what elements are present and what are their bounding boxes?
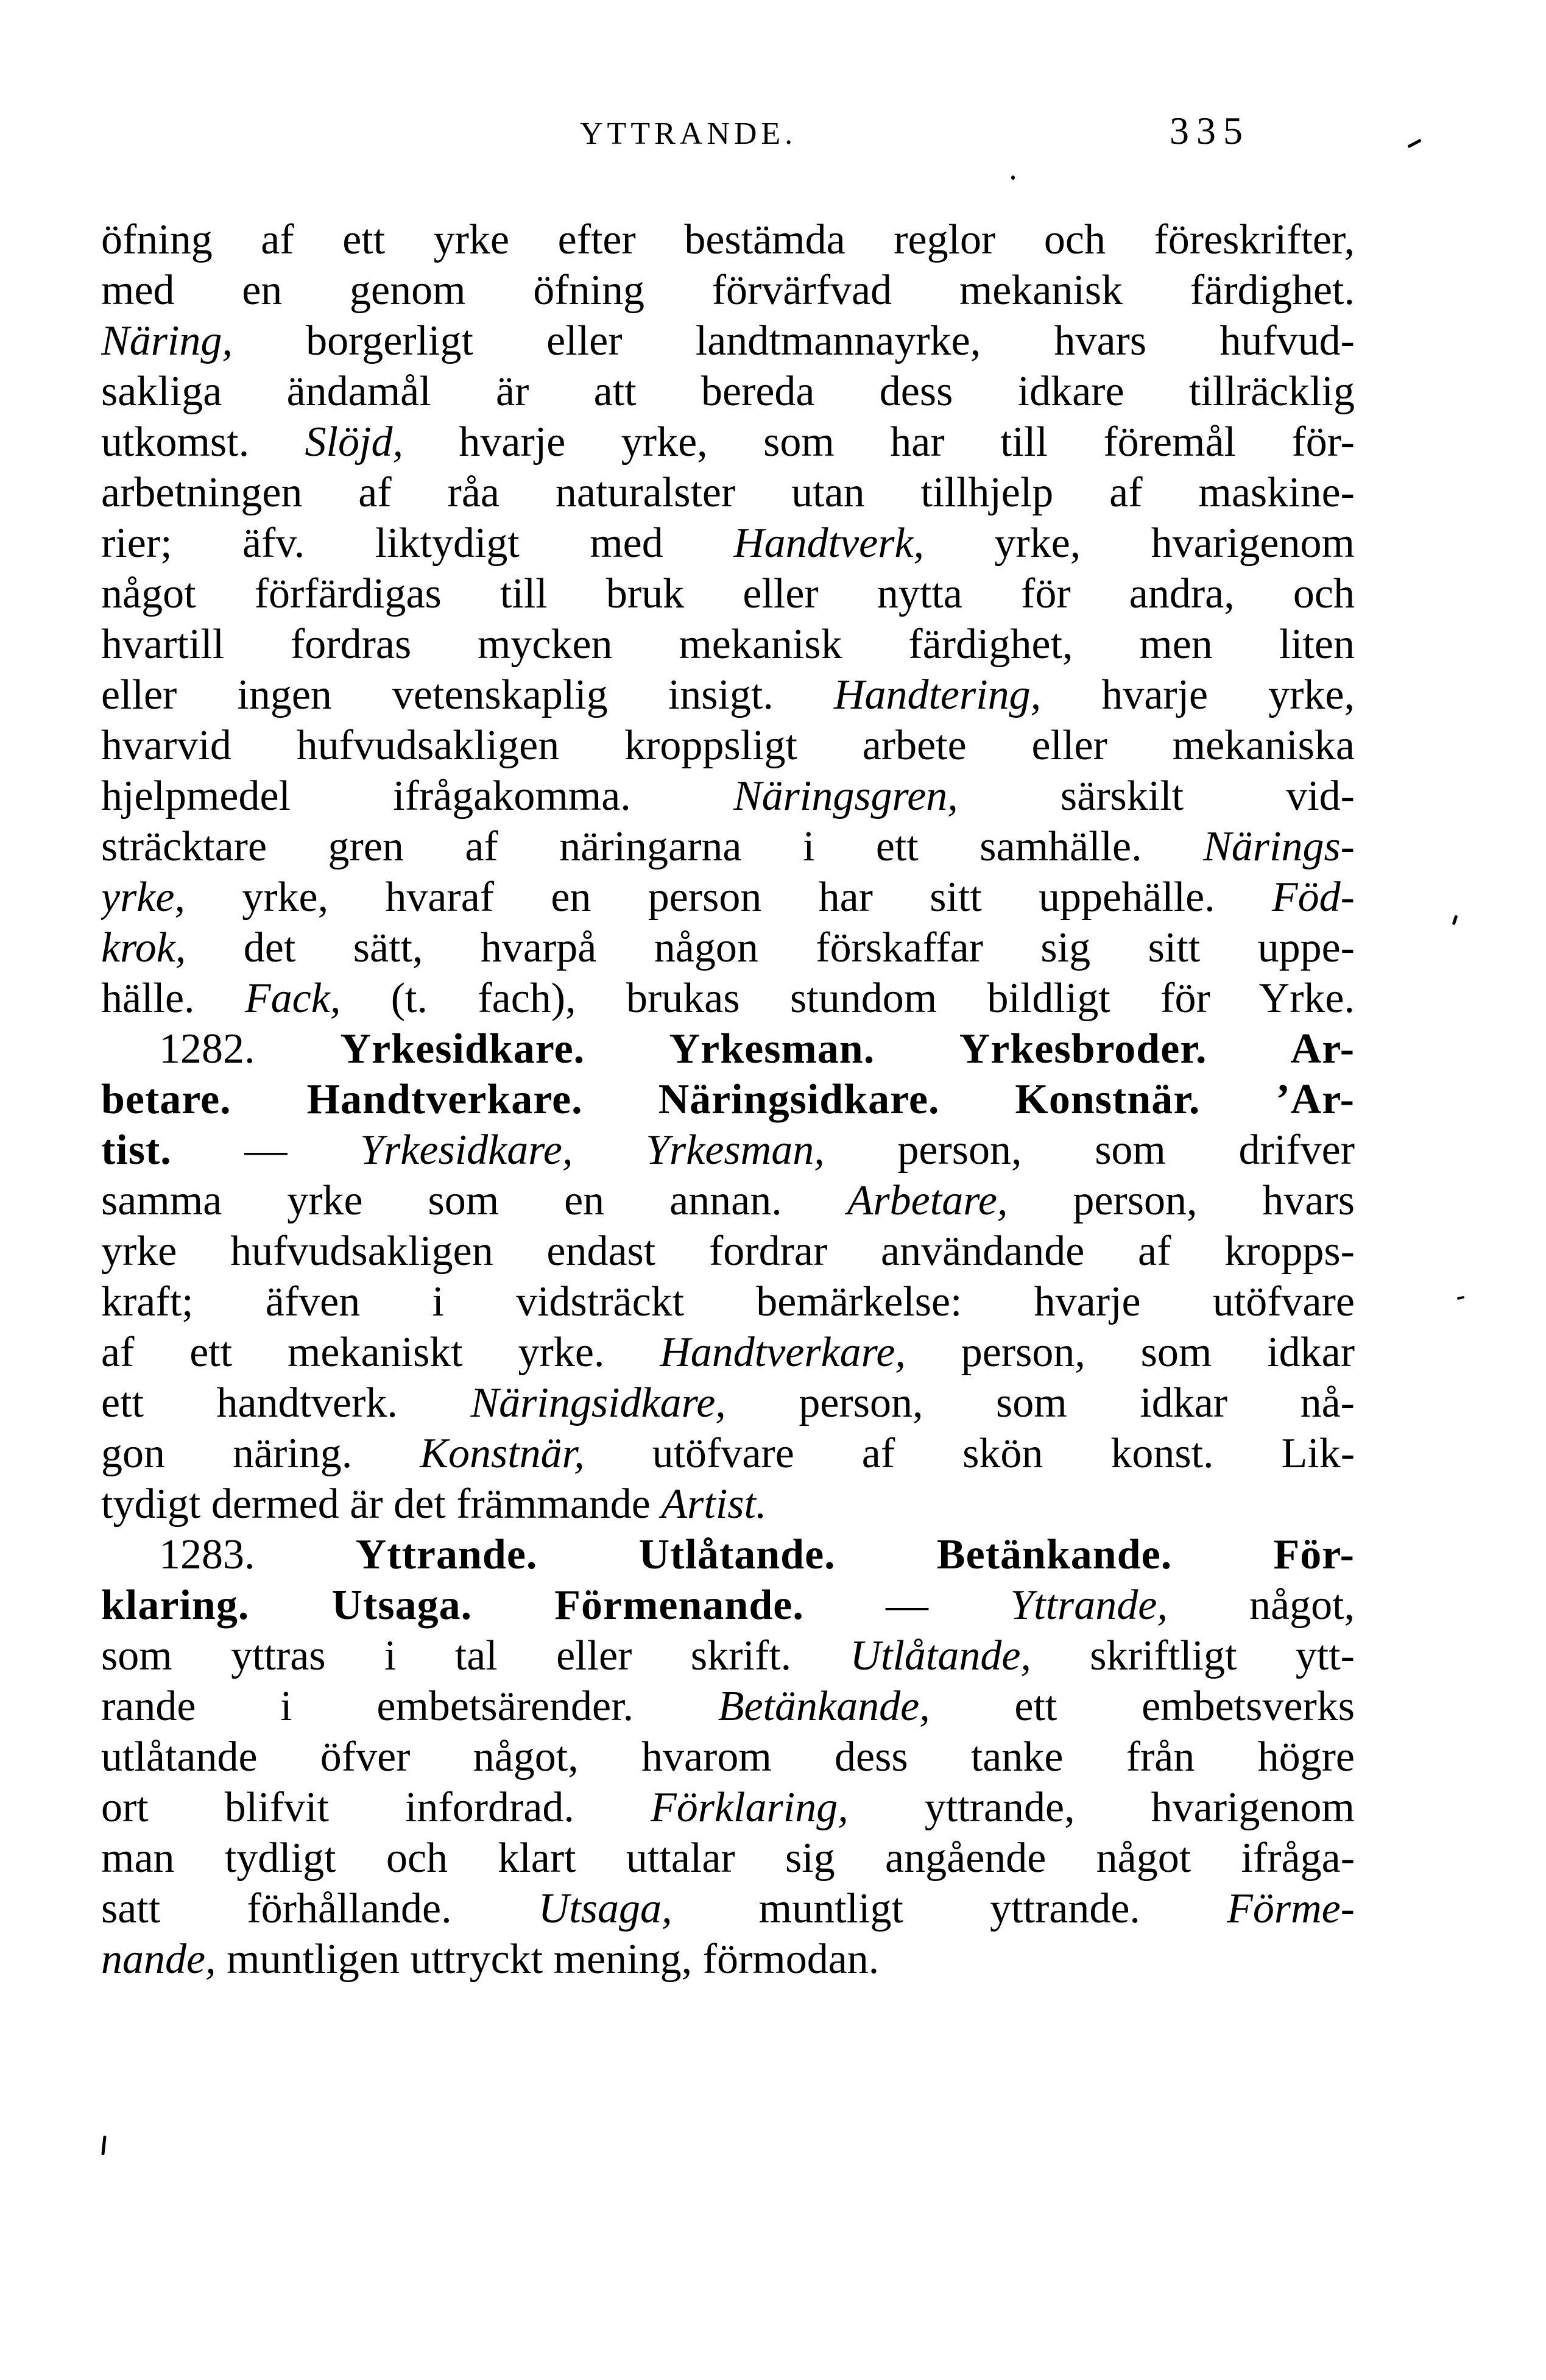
text-line [101,1833,1355,1883]
text-segment: med en genom öfning förvärfvad mekanisk färdighet. [101,267,1355,314]
page-number: 335 [1170,109,1250,152]
text-line [101,214,1355,265]
text-segment: man tydligt och klart uttalar sig angående något ifråga- [101,1835,1355,1882]
text-segment: hvarvid hufvudsakligen kroppsligt arbete eller mekaniska [101,722,1355,769]
text-segment: betare. Handtverkare. Näringsidkare. Konstnär. ’Ar- [101,1076,1355,1123]
text-segment: satt förhållande. [101,1885,538,1932]
text-line [101,366,1355,417]
text-line [101,1226,1355,1277]
text-segment: utkomst. [101,419,305,466]
text-segment: — [171,1127,361,1174]
text-segment: något förfärdigas till bruk eller nytta för andra, och [101,570,1355,617]
text-line [101,1529,1355,1580]
text-segment: Utsaga, [538,1885,672,1932]
text-line [101,923,1355,973]
text-line [101,1125,1355,1175]
text-segment: nande, [101,1936,216,1983]
text-segment: yrke, hvaraf en person har sitt uppehälle. [185,874,1272,921]
body-text [101,214,1355,1985]
text-segment: gon näring. [101,1430,420,1477]
text-segment: 1282. [159,1025,341,1072]
text-segment: ett handtverk. [101,1379,471,1426]
text-segment: Slöjd, [305,419,403,466]
text-segment: yrke hufvudsakligen endast fordrar användande af kropps- [101,1228,1355,1275]
text-segment: Yttrande, [1010,1582,1168,1629]
text-segment: särskilt vid- [958,773,1355,820]
text-segment: arbetningen af råa naturalster utan tillhjelp af maskine- [101,469,1355,516]
text-line [101,1580,1355,1631]
text-line [101,1782,1355,1833]
text-segment: sträcktare gren af näringarna i ett samhälle. [101,823,1204,870]
text-segment: (t. fach), brukas stundom bildligt för Yrke. [341,975,1355,1022]
text-segment: ort blifvit infordrad. [101,1784,651,1831]
text-segment: Föd- [1271,874,1355,921]
text-segment: hjelpmedel ifrågakomma. [101,773,733,820]
text-segment: något, [1167,1582,1355,1629]
text-segment: person, som idkar nå- [725,1379,1355,1426]
ink-speck-right-margin-2 [1457,1296,1465,1300]
text-segment: krok, [101,924,186,971]
text-line [101,771,1355,821]
text-line [101,518,1355,568]
text-segment: — [803,1582,1011,1629]
text-segment: Konstnär, [420,1430,585,1477]
text-segment: yttrande, hvarigenom [848,1784,1355,1831]
ink-speck-top-right [1407,139,1422,149]
text-line [101,1428,1355,1479]
text-line [101,1883,1355,1934]
text-segment: Handtverk, [733,520,925,567]
text-segment: samma yrke som en annan. [101,1177,847,1224]
text-segment: Fack, [244,975,341,1022]
text-segment: som yttras i tal eller skrift. [101,1632,850,1679]
text-segment: Förklaring, [650,1784,849,1831]
text-segment: utlåtande öfver något, hvarom dess tanke från högre [101,1734,1355,1780]
text-segment: rande i embetsärender. [101,1683,718,1730]
text-segment: Näringsgren, [733,773,958,820]
text-line [101,568,1355,619]
text-segment: kraft; äfven i vidsträckt bemärkelse: hvarje utöfvare [101,1278,1355,1325]
text-line [101,1024,1355,1074]
text-line [101,316,1355,366]
ink-speck-bottom-left [101,2136,106,2155]
text-line [101,1277,1355,1327]
ink-speck-right-margin-1 [1452,915,1458,926]
text-segment [573,1127,646,1174]
text-segment: det sätt, hvarpå någon förskaffar sig sitt uppe- [186,924,1355,971]
text-segment: Artist. [661,1481,767,1528]
text-segment: Näringsidkare, [470,1379,726,1426]
text-segment: Näring, [101,317,233,364]
text-line [101,1175,1355,1226]
text-line [101,872,1355,923]
text-line [101,1074,1355,1125]
text-segment: Yrkesidkare, [360,1127,573,1174]
text-line [101,973,1355,1024]
ink-speck-under-header [1011,175,1015,180]
text-segment: skriftligt ytt- [1031,1632,1355,1679]
text-segment: yrke, [101,874,185,921]
text-segment: ett embetsverks [930,1683,1355,1730]
text-segment: hvartill fordras mycken mekanisk färdighet, men liten [101,621,1355,668]
text-segment: sakliga ändamål är att bereda dess idkare tillräcklig [101,368,1355,415]
text-segment: Förme- [1227,1885,1355,1932]
text-segment: Handtering, [833,671,1042,718]
text-line [101,619,1355,670]
text-segment: muntligt yttrande. [672,1885,1227,1932]
text-segment: Yrkesidkare. Yrkesman. Yrkesbroder. Ar- [340,1025,1355,1072]
text-segment: Utlåtande, [850,1632,1031,1679]
text-segment: muntligen uttryckt mening, förmodan. [216,1936,880,1983]
text-line [101,417,1355,467]
text-line [101,1732,1355,1782]
text-line [101,265,1355,316]
text-segment: hvarje yrke, som har till föremål för- [403,419,1355,466]
text-line [101,1378,1355,1428]
text-line [101,1631,1355,1681]
text-segment: hvarje yrke, [1041,671,1355,718]
text-segment: Yttrande. Utlåtande. Betänkande. För- [355,1531,1355,1578]
text-segment: hälle. [101,975,245,1022]
text-line [101,670,1355,720]
text-segment: tydigt dermed är det främmande [101,1481,662,1528]
text-segment: 1283. [159,1531,356,1578]
text-line [101,1681,1355,1732]
text-segment: yrke, hvarigenom [924,520,1355,567]
text-line [101,467,1355,518]
text-segment: öfning af ett yrke efter bestämda reglor och föreskrifter, [101,216,1355,263]
text-line [101,821,1355,872]
text-segment: borgerligt eller landtmannayrke, hvars hufvud- [232,317,1355,364]
text-segment: Handtverkare, [660,1329,906,1376]
text-segment: tist. [101,1127,172,1174]
text-segment: eller ingen vetenskaplig insigt. [101,671,834,718]
text-segment: Arbetare, [847,1177,1008,1224]
text-line [101,1934,1355,1985]
text-segment: af ett mekaniskt yrke. [101,1329,660,1376]
text-line [101,1327,1355,1378]
text-line [101,720,1355,771]
text-segment: Närings- [1203,823,1355,870]
text-segment: Betänkande, [718,1683,930,1730]
text-segment: Yrkesman, [646,1127,825,1174]
text-segment: person, som drifver [824,1127,1355,1174]
text-segment: klaring. Utsaga. Förmenande. [101,1582,804,1629]
text-segment: rier; äfv. liktydigt med [101,520,734,567]
running-head-title: YTTRANDE. [580,116,797,151]
text-segment: person, som idkar [905,1329,1355,1376]
text-segment: person, hvars [1008,1177,1355,1224]
text-segment: utöfvare af skön konst. Lik- [584,1430,1355,1477]
text-line [101,1479,1355,1529]
